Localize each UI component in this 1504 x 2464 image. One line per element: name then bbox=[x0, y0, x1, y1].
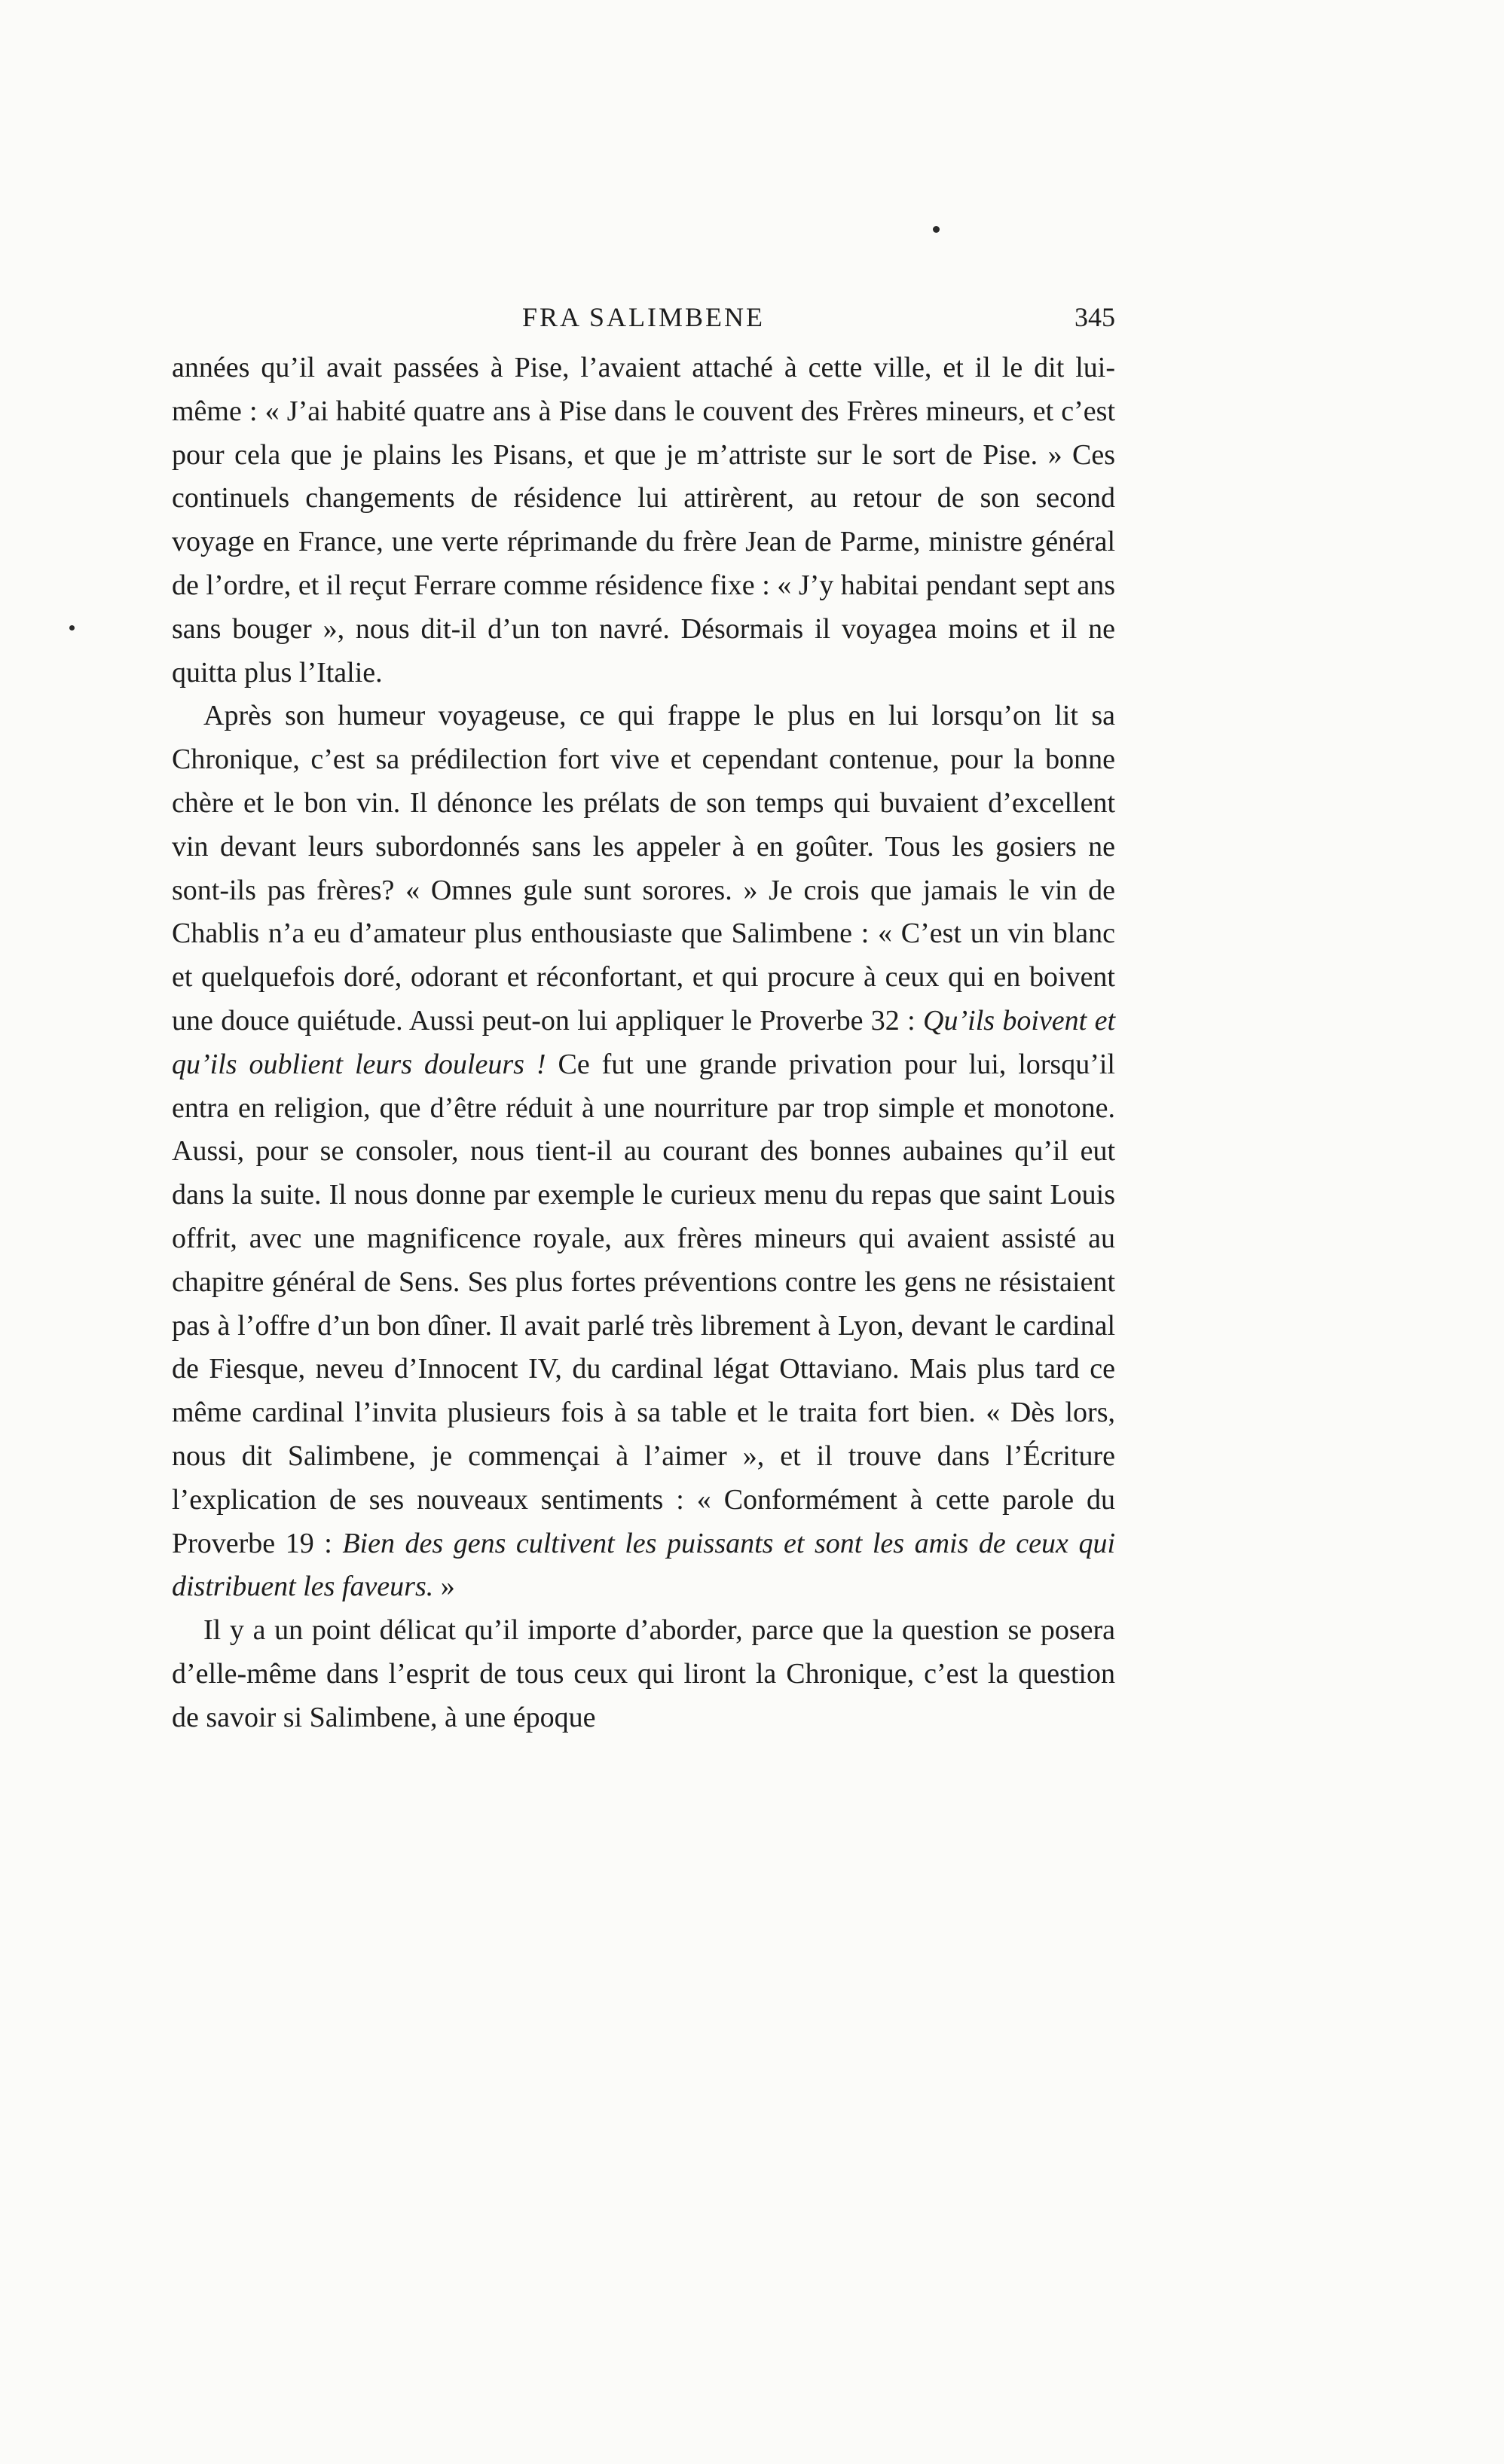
paragraph bbox=[172, 1609, 1115, 1739]
running-head bbox=[172, 301, 1115, 347]
italic-quotation: Bien des gens cultivent les puissants et sont les amis de ceux qui distribuent les faveurs. bbox=[172, 1527, 1116, 1603]
print-speck bbox=[933, 226, 940, 233]
paragraph bbox=[172, 347, 1115, 695]
text-run: Ce fut une grande privation pour lui, lorsqu’il entra en religion, que d’être réduit à une nourriture par trop simple et monotone. Aussi, pour se consoler, nous tient-il au courant des bonnes aubaines qu’il eut dans la suite. Il nous donne par exemple le curieux menu du repas que saint Louis offrit, avec une magnificence royale, aux frères mineurs qui avaient assisté au chapitre général de Sens. Ses plus fortes préventions contre les gens ne résistaient pas à l’offre d’un bon dîner. Il avait parlé très librement à Lyon, devant le cardinal de Fiesque, neveu d’Innocent IV, du cardinal légat Ottaviano. Mais plus tard ce même cardinal l’invita plusieurs fois à sa table et le traita fort bien. « Dès lors, nous dit Salimbene, je commençai à l’aimer », et il trouve dans l’Écriture l’explication de ses nouveaux sentiments : « Conformément à cette parole du Proverbe 19 : bbox=[172, 1048, 1115, 1559]
page-number: 345 bbox=[1075, 302, 1115, 332]
running-title: FRA SALIMBENE bbox=[521, 302, 766, 332]
text-run: Après son humeur voyageuse, ce qui frappe le plus en lui lorsqu’on lit sa Chronique, c’est sa prédilection fort vive et cependant contenue, pour la bonne chère et le bon vin. Il dénonce les prélats de son temps qui buvaient d’excellent vin devant leurs subordonnés sans les appeler à en goûter. Tous les gosiers ne sont-ils pas frères? « Omnes gule sunt sorores. » Je crois que jamais le vin de Chablis n’a eu d’amateur plus enthousiaste que Salimbene : « C’est un vin blanc et quelquefois doré, odorant et réconfortant, et qui procure à ceux qui en boivent une douce quiétude. Aussi peut-on lui appliquer le Proverbe 32 : bbox=[172, 700, 1115, 1037]
text-run: Il y a un point délicat qu’il importe d’aborder, parce que la question se posera d’elle-même dans l’esprit de tous ceux qui liront la Chronique, c’est la question de savoir si Salimbene, à une époque bbox=[172, 1614, 1115, 1733]
text-run: années qu’il avait passées à Pise, l’avaient attaché à cette ville, et il le dit lui-même : « J’ai habité quatre ans à Pise dans le couvent des Frères mineurs, et c’est pour cela que je plains les Pisans, et que je m’attriste sur le sort de Pise. » Ces continuels changements de résidence lui attirèrent, au retour de son second voyage en France, une verte réprimande du frère Jean de Parme, ministre général de l’ordre, et il reçut Ferrare comme résidence fixe : « J’y habitai pendant sept ans sans bouger », nous dit-il d’un ton navré. Désormais il voyagea moins et il ne quitta plus l’Italie. bbox=[172, 352, 1115, 689]
paragraph bbox=[172, 695, 1115, 1609]
text-run: » bbox=[433, 1571, 455, 1603]
body-text bbox=[172, 347, 1115, 1740]
page-text bbox=[172, 301, 1115, 1740]
italic-quotation: Qu’ils boivent et qu’ils oublient leurs douleurs ! bbox=[172, 1004, 1116, 1080]
print-speck bbox=[69, 625, 75, 631]
